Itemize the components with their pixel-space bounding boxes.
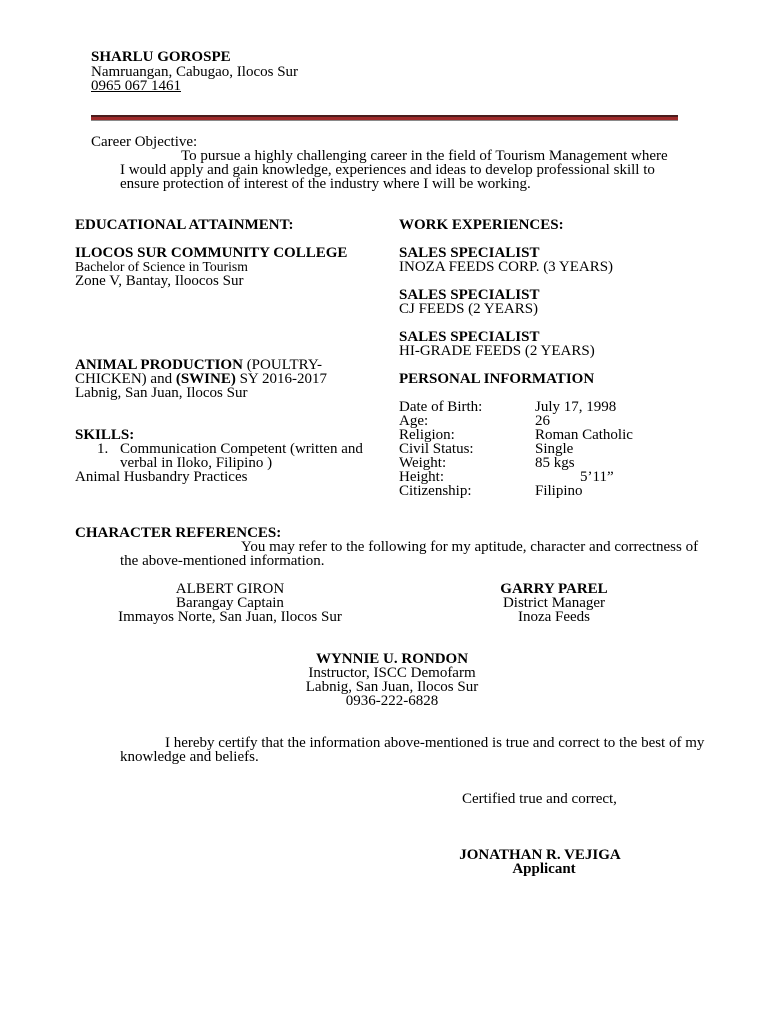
personal-value-age: 26	[535, 413, 550, 429]
reference-name: ALBERT GIRON	[175, 581, 285, 597]
reference-position: District Manager	[502, 595, 606, 611]
career-objective-line: To pursue a highly challenging career in the field of Tourism Management where	[181, 148, 668, 164]
reference-name: GARRY PAREL	[500, 581, 608, 597]
personal-value-religion: Roman Catholic	[535, 427, 633, 443]
personal-label-weight: Weight:	[399, 455, 447, 471]
job-company: INOZA FEEDS CORP. (3 YEARS)	[399, 259, 614, 275]
job-company: HI-GRADE FEEDS (2 YEARS)	[399, 343, 595, 359]
personal-label-civil-status: Civil Status:	[399, 441, 474, 457]
training-location: Labnig, San Juan, Ilocos Sur	[75, 385, 248, 401]
applicant-phone-link[interactable]: 0965 067 1461	[91, 78, 181, 94]
personal-value-birth: July 17, 1998	[535, 399, 617, 415]
reference-address: Labnig, San Juan, Ilocos Sur	[305, 679, 479, 695]
certification-line: I hereby certify that the information above-mentioned is true and correct to the best of my	[165, 735, 705, 751]
training-title-line	[75, 358, 322, 372]
school-name: ILOCOS SUR COMMUNITY COLLEGE	[75, 245, 348, 261]
skill-extra: Animal Husbandry Practices	[75, 469, 248, 485]
job-title: SALES SPECIALIST	[399, 245, 540, 261]
personal-label-birth: Date of Birth:	[399, 399, 483, 415]
skills-heading: SKILLS:	[75, 427, 135, 443]
personal-value-weight: 85 kgs	[535, 455, 575, 471]
training-detail-bold: (SWINE)	[175, 371, 236, 387]
header-divider	[91, 115, 678, 121]
personal-label-height: Height:	[399, 469, 444, 485]
signatory-role: Applicant	[512, 861, 576, 877]
career-objective-line: I would apply and gain knowledge, experiences and ideas to develop professional skill to	[120, 162, 655, 178]
certification-line: knowledge and beliefs.	[120, 749, 259, 765]
applicant-address: Namruangan, Cabugao, Ilocos Sur	[91, 64, 299, 80]
reference-position: Barangay Captain	[176, 595, 284, 611]
reference-position: Instructor, ISCC Demofarm	[308, 665, 476, 681]
job-company: CJ FEEDS (2 YEARS)	[399, 301, 539, 317]
career-objective-line: ensure protection of interest of the industry where I will be working.	[120, 176, 531, 192]
training-detail-end: SY 2016-2017	[235, 371, 327, 387]
skill-number: 1.	[97, 441, 109, 457]
applicant-name: SHARLU GOROSPE	[91, 49, 231, 65]
reference-address: Inoza Feeds	[517, 609, 591, 625]
training-title-rest: (POULTRY-	[242, 357, 322, 373]
training-detail-start: CHICKEN) and	[75, 371, 176, 387]
references-intro-line: the above-mentioned information.	[120, 553, 325, 569]
skill-item-line: Communication Competent (written and	[120, 441, 363, 457]
career-objective-label: Career Objective:	[91, 134, 198, 150]
education-heading: EDUCATIONAL ATTAINMENT:	[75, 217, 294, 233]
reference-phone: 0936-222-6828	[345, 693, 439, 709]
references-intro-line: You may refer to the following for my aptitude, character and correctness of	[241, 539, 699, 555]
references-heading: CHARACTER REFERENCES:	[75, 525, 282, 541]
job-title: SALES SPECIALIST	[399, 329, 540, 345]
job-title: SALES SPECIALIST	[399, 287, 540, 303]
work-heading: WORK EXPERIENCES:	[399, 217, 564, 233]
certification-closing: Certified true and correct,	[462, 791, 617, 807]
training-title: ANIMAL PRODUCTION	[75, 357, 243, 373]
reference-address: Immayos Norte, San Juan, Ilocos Sur	[118, 609, 342, 625]
personal-info-heading: PERSONAL INFORMATION	[399, 371, 595, 387]
skill-item-line: verbal in Iloko, Filipino )	[120, 455, 273, 471]
personal-label-citizenship: Citizenship:	[399, 483, 472, 499]
personal-value-height: 5’11”	[580, 469, 614, 485]
degree: Bachelor of Science in Tourism	[75, 259, 248, 274]
reference-name: WYNNIE U. RONDON	[315, 651, 469, 667]
training-detail-line	[75, 372, 327, 386]
school-address: Zone V, Bantay, Iloocos Sur	[75, 273, 244, 289]
personal-value-civil-status: Single	[535, 441, 574, 457]
signatory-name: JONATHAN R. VEJIGA	[459, 847, 621, 863]
personal-label-age: Age:	[399, 413, 429, 429]
personal-label-religion: Religion:	[399, 427, 455, 443]
personal-value-citizenship: Filipino	[535, 483, 583, 499]
